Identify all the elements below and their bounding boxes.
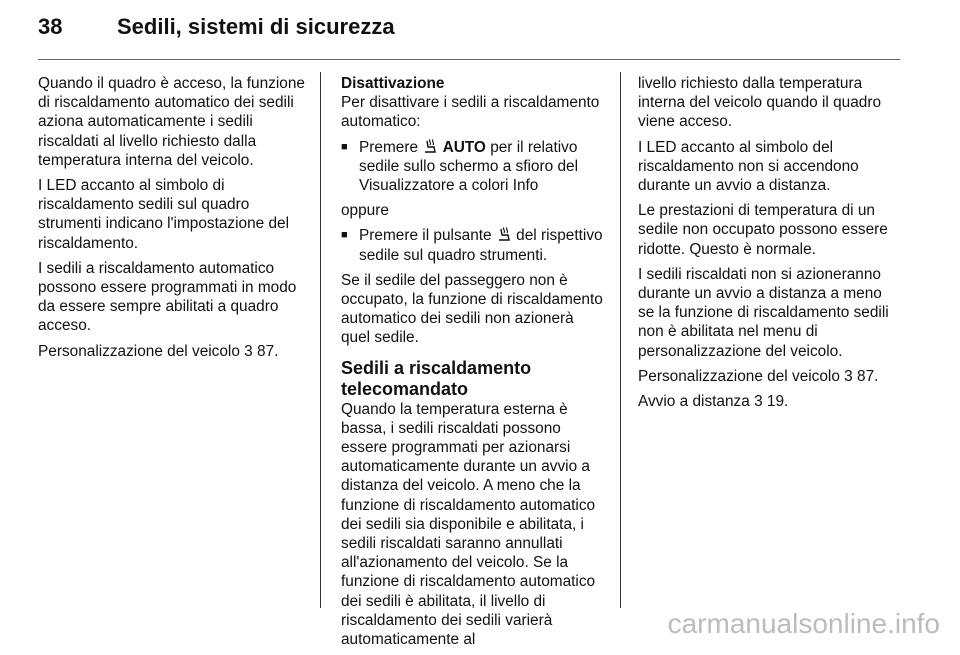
column-1 <box>38 74 306 367</box>
bullet-item <box>341 138 607 196</box>
paragraph: I LED accanto al simbolo di riscaldamento sedili sul quadro strumenti indicano l'impostazione del riscaldamento. <box>38 177 290 252</box>
page-number: 38 <box>38 14 63 39</box>
bullet-text: per il relativo sedile sullo schermo a sfioro del Visualizzatore a colori Info <box>359 138 578 195</box>
paragraph: I sedili riscaldati non si azioneranno durante un avvio a distanza a meno se la funzione di riscaldamento sedili non è abilitata nel menu di personalizzazione del veicolo. <box>638 265 889 360</box>
column-divider-1 <box>320 72 321 608</box>
bullet-text: Premere <box>359 138 419 156</box>
column-3 <box>638 74 902 417</box>
seat-heater-icon <box>422 139 438 154</box>
bullet-text: Premere il pulsante <box>359 227 492 245</box>
column-2 <box>341 74 607 655</box>
watermark: carmanualsonline.info <box>667 608 940 639</box>
subheading-disattivazione: Disattivazione <box>341 75 445 92</box>
bullet-square-icon: ■ <box>341 140 348 153</box>
paragraph: Per disattivare i sedili a riscaldamento automatico: <box>341 94 600 131</box>
bullet-item <box>341 226 607 264</box>
cross-reference: Personalizzazione del veicolo 3 87. <box>38 342 279 360</box>
paragraph: Quando il quadro è acceso, la funzione di riscaldamento automatico dei sedili aziona automaticamente i sedili riscaldati al livello richiesto dalla temperatura interna del veicolo. <box>38 75 305 169</box>
paragraph: Quando la temperatura esterna è bassa, i sedili riscaldati possono essere programmati per azionarsi automaticamente durante un avvio a distanza del veicolo. A meno che la funzione di riscaldamento automatico dei sedili sia disponibile e abilitata, i sedili riscaldati saranno annullati all'azionamento del veicolo. Se la funzione di riscaldamento automatico dei sedili è abilitata, il livello di riscaldamento dei sedili varierà automaticamente al <box>341 400 596 649</box>
seat-heater-icon <box>496 227 512 242</box>
paragraph: Se il sedile del passeggero non è occupato, la funzione di riscaldamento automatico dei sedili non azionerà quel sedile. <box>341 271 603 347</box>
paragraph: I sedili a riscaldamento automatico possono essere programmati in modo da essere sempre abilitati a quadro acceso. <box>38 259 297 335</box>
page-title: Sedili, sistemi di sicurezza <box>117 14 395 39</box>
header-rule <box>38 59 900 60</box>
bullet-text: del rispettivo sedile sul quadro strumenti. <box>359 227 603 264</box>
paragraph: I LED accanto al simbolo del riscaldamento non si accendono durante un avvio a distanza. <box>638 138 859 195</box>
column-divider-2 <box>620 72 621 608</box>
bullet-square-icon: ■ <box>341 229 348 242</box>
auto-label: AUTO <box>442 138 486 156</box>
paragraph: livello richiesto dalla temperatura interna del veicolo quando il quadro viene acceso. <box>638 75 882 131</box>
cross-reference: Personalizzazione del veicolo 3 87. <box>638 367 879 385</box>
section-heading: Sedili a riscaldamento telecomandato <box>341 357 532 399</box>
paragraph: Le prestazioni di temperatura di un sedile non occupato possono essere ridotte. Questo è normale. <box>638 202 888 258</box>
cross-reference: Avvio a distanza 3 19. <box>638 393 789 411</box>
paragraph: oppure <box>341 202 389 220</box>
